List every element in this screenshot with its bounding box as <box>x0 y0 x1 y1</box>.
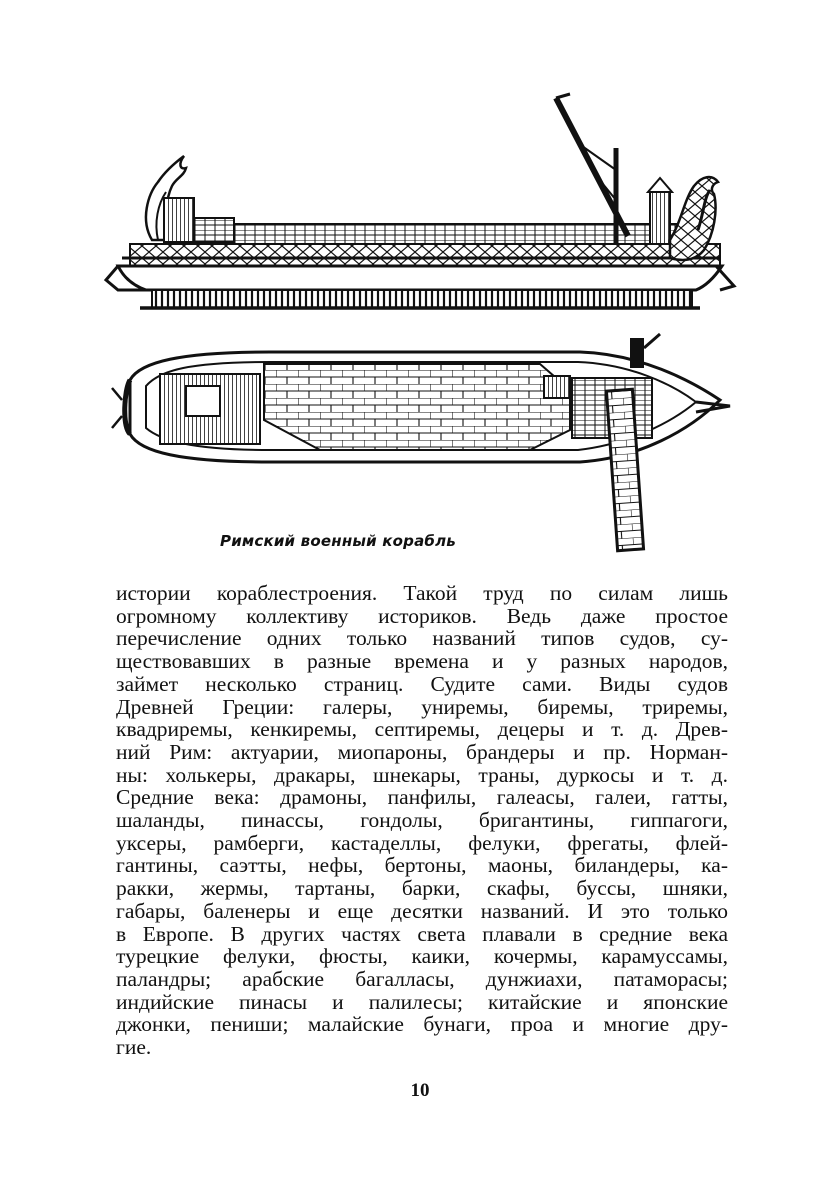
text-line: займет несколько страниц. Судите сами. Виды судов <box>116 671 728 696</box>
text-line: истории кораблестроения. Такой труд по силам лишь <box>116 581 728 605</box>
text-line: ны: холькеры, дракары, шнекары, траны, дуркосы и т. д. <box>116 762 728 787</box>
figure-caption: Римский военный корабль <box>220 532 456 550</box>
body-paragraph <box>116 582 728 1059</box>
text-line: гие. <box>116 1035 152 1060</box>
text-line: индийские пинасы и палилесы; китайские и японские <box>116 989 728 1014</box>
oar-bank <box>152 290 692 308</box>
text-line: паландры; арабские багалласы, дунжиахи, патаморасы; <box>116 966 728 991</box>
text-line: турецкие фелуки, фюсты, каики, кочермы, карамуссамы, <box>116 944 728 969</box>
text-line: в Европе. В других частях света плавали в средние века <box>116 921 728 946</box>
text-line: Средние века: драмоны, панфилы, галеасы, галеи, гатты, <box>116 785 728 810</box>
text-line: Древней Греции: галеры, униремы, биремы, триремы, <box>116 694 728 719</box>
page-number: 10 <box>410 1080 430 1101</box>
text-line: гантины, саэтты, нефы, бертоны, маоны, биландеры, ка- <box>116 853 728 878</box>
ship-side-view <box>106 94 734 308</box>
roman-warship-illustration <box>100 90 740 570</box>
text-line: ществовавших в разные времена и у разных народов, <box>116 649 728 674</box>
text-line: квадриремы, кенкиремы, септиремы, децеры и т. д. Древ- <box>116 717 728 742</box>
bow-tower <box>650 192 670 244</box>
main-deck-planks <box>264 364 570 450</box>
text-line: ракки, жермы, тартаны, барки, скафы, буссы, шняки, <box>116 876 728 901</box>
hull <box>118 266 722 290</box>
deck-bulwark <box>234 224 704 244</box>
text-line: джонки, пениши; малайские бунаги, проа и многие дру- <box>116 1012 728 1037</box>
stern-cabin <box>164 198 194 242</box>
text-line: ний Рим: актуарии, миопароны, брандеры и пр. Норман- <box>116 739 728 764</box>
ship-top-view <box>112 334 730 551</box>
lattice-rail <box>130 244 720 266</box>
text-line: уксеры, рамберги, кастаделлы, фелуки, фрегаты, флей- <box>116 830 728 855</box>
text-line: шаланды, пинассы, гондолы, бригантины, гиппагоги, <box>116 808 728 833</box>
text-line: габары, баленеры и еще десятки названий. И это только <box>116 898 728 923</box>
text-line: огромному коллективу историков. Ведь даже простое <box>116 603 728 628</box>
text-line: перечисление одних только названий типов судов, су- <box>116 626 728 651</box>
